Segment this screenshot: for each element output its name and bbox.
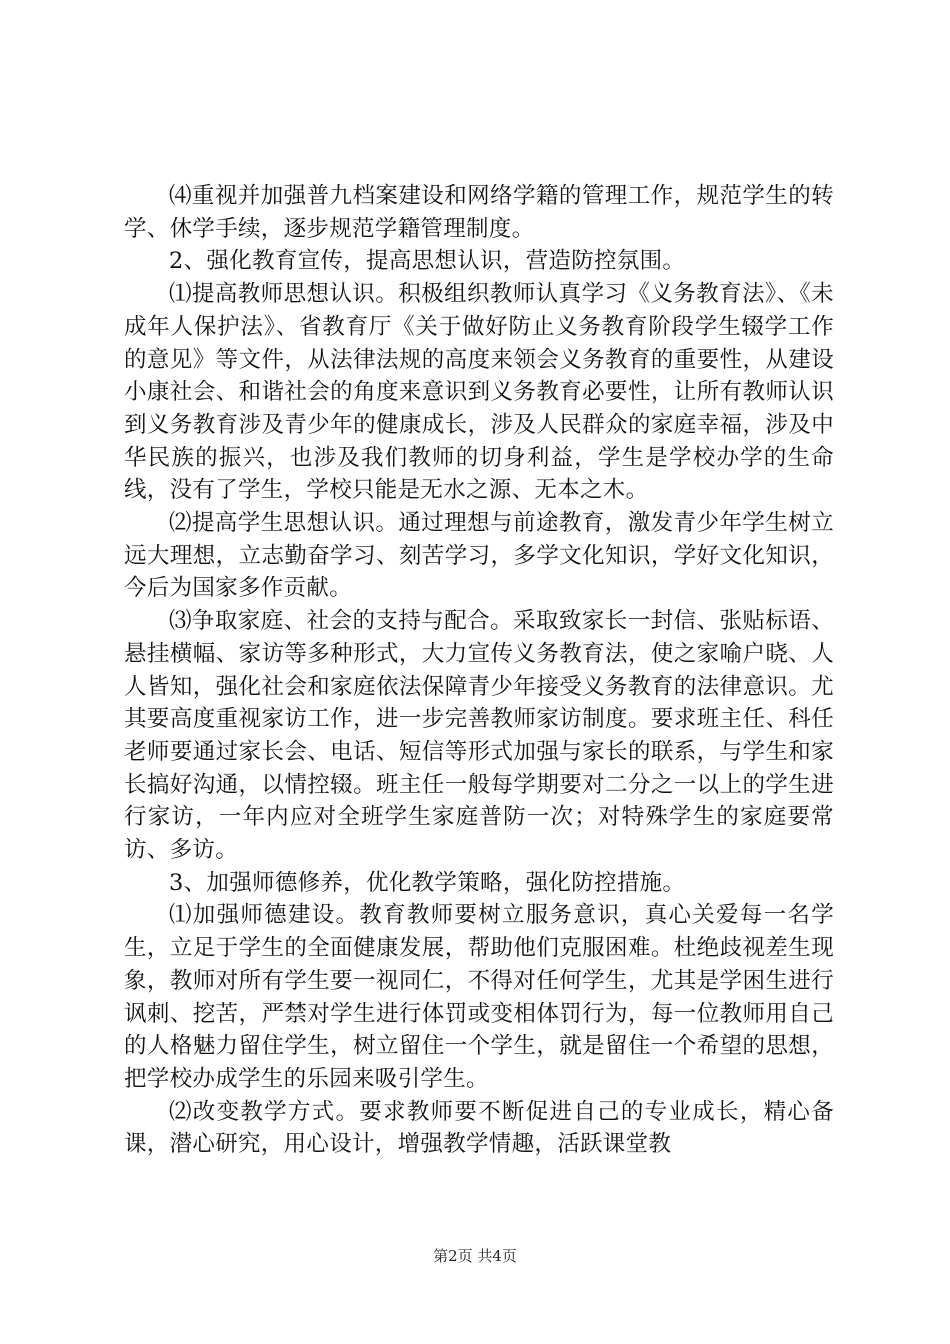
paragraph-archive-management: ⑷重视并加强普九档案建设和网络学籍的管理工作，规范学生的转学、休学手续，逐步规范学籍管理制度。 [124, 183, 834, 242]
paragraph-family-society-support: ⑶争取家庭、社会的支持与配合。采取致家长一封信、张贴标语、悬挂横幅、家访等多种形式，大力宣传义务教育法，使之家喻户晓、人人皆知，强化社会和家庭依法保障青少年接受义务教育的法律意识。尤其要高度重视家访工作，进一步完善教师家访制度。要求班主任、科任老师要通过家长会、电话、短信等形式加强与家长的联系，与学生和家长搞好沟通，以情控辍。班主任一般每学期要对二分之一以上的学生进行家访，一年内应对全班学生家庭普防一次；对特殊学生的家庭要常访、多访。 [124, 608, 834, 864]
heading-teacher-ethics: 3、加强师德修养，优化教学策略，强化防控措施。 [169, 869, 686, 896]
document-body [124, 180, 834, 1161]
paragraph-teacher-awareness: ⑴提高教师思想认识。积极组织教师认真学习《义务教育法》、《未成年人保护法》、省教育厅《关于做好防止义务教育阶段学生辍学工作的意见》等文件，从法律法规的高度来领会义务教育的重要性，从建设小康社会、和谐社会的角度来意识到义务教育必要性，让所有教师认识到义务教育涉及青少年的健康成长，涉及人民群众的家庭幸福，涉及中华民族的振兴，也涉及我们教师的切身利益，学生是学校办学的生命线，没有了学生，学校只能是无水之源、无本之木。 [124, 281, 834, 504]
paragraph-teaching-method: ⑵改变教学方式。要求教师要不断促进自己的专业成长，精心备课，潜心研究，用心设计，增强教学情趣，活跃课堂教 [124, 1098, 834, 1158]
paragraph-student-awareness: ⑵提高学生思想认识。通过理想与前途教育，激发青少年学生树立远大理想，立志勤奋学习、刻苦学习，多学文化知识，学好文化知识，今后为国家多作贡献。 [124, 510, 834, 602]
page-number-footer: 第2页 共4页 [433, 1247, 517, 1265]
heading-education-publicity: 2、强化教育宣传，提高思想认识，营造防控氛围。 [169, 248, 686, 275]
paragraph-ethics-building: ⑴加强师德建设。教育教师要树立服务意识，真心关爱每一名学生，立足于学生的全面健康发展，帮助他们克服困难。杜绝歧视差生现象，教师对所有学生要一视同仁，不得对任何学生，尤其是学困生进行讽刺、挖苦，严禁对学生进行体罚或变相体罚行为，每一位教师用自己的人格魅力留住学生，树立留住一个学生，就是留住一个希望的思想，把学校办成学生的乐园来吸引学生。 [124, 902, 834, 1092]
